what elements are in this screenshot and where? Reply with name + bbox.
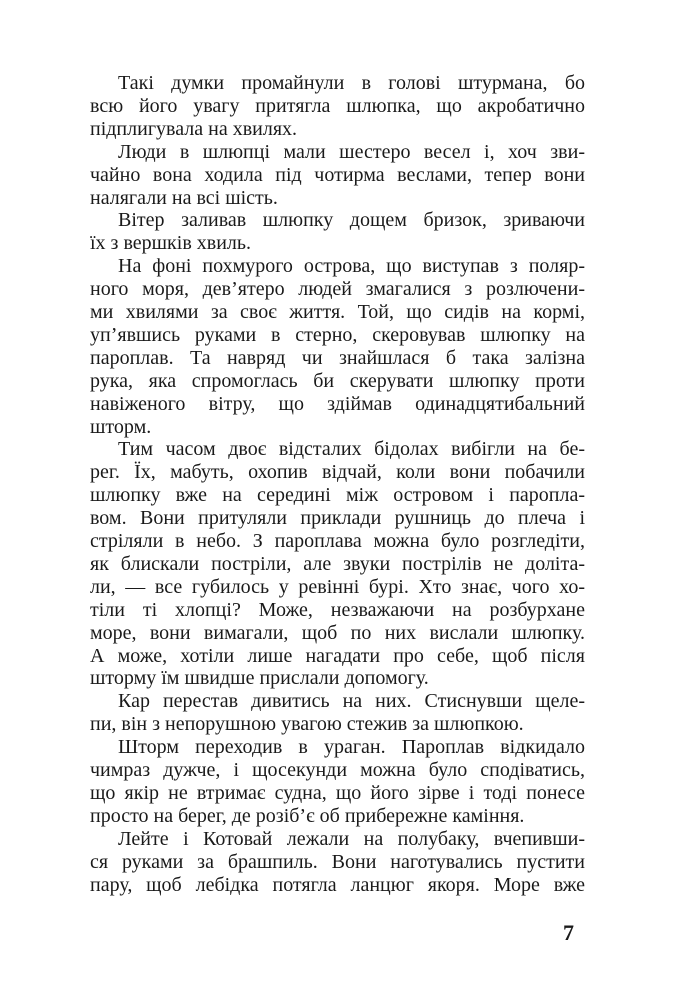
- text-line: шлюпку вже на середині між островом і пароплa-: [90, 484, 585, 507]
- text-line: Кар перестав дивитись на них. Стиснувши щеле-: [118, 690, 585, 713]
- text-line: На фоні похмурого острова, що виступав з поляр-: [118, 255, 585, 278]
- text-line: чимраз дужче, і щосекунди можна було сподіватись,: [90, 759, 585, 781]
- text-line: Такі думки промайнули в голові штурмана, бо: [118, 72, 585, 94]
- text-line: море, вони вимагали, щоб по них вислали шлюпку.: [90, 621, 585, 644]
- text-line: ного моря, дев’ятеро людей змагалися з розлючени-: [90, 278, 585, 301]
- text-line: Лейте і Котовай лежали на полубаку, вчепивши-: [118, 827, 585, 850]
- text-line: пи, він з непорушною увагою стежив за шлюпкою.: [90, 713, 524, 736]
- text-line: пару, щоб лебідка потягла ланцюг якоря. Море вже: [90, 873, 585, 896]
- text-line: чайно вона ходила під чотирма веслами, тепер вони: [90, 163, 585, 186]
- text-line: всю його увагу притягла шлюпка, що акробатично: [90, 94, 585, 117]
- text-line: рег. Їх, мабуть, охопив відчай, коли вони побачили: [90, 461, 585, 484]
- text-line: шторму їм швидше прислали допомогу.: [90, 667, 429, 690]
- text-line: ли, — все губилось у ревінні бурі. Хто знає, чого хо-: [90, 575, 585, 598]
- text-line: рука, яка спромоглась би скерувати шлюпку проти: [90, 369, 585, 392]
- text-line: налягали на всі шість.: [90, 186, 278, 209]
- text-line: як блискали постріли, але звуки пострілів не доліта-: [90, 552, 585, 575]
- text-line: що якір не втримає судна, що його зірве і тоді понесе: [90, 781, 585, 804]
- text-line: Вітер заливав шлюпку дощем бризок, зриваючи: [118, 209, 585, 232]
- text-line: стріляли в небо. З пароплава можна було розгледіти,: [90, 530, 585, 552]
- text-line: просто на берег, де розіб’є об прибережне каміння.: [90, 804, 525, 827]
- page-number: 7: [563, 920, 574, 945]
- text-line: ся руками за брашпиль. Вони наготувались пустити: [90, 850, 585, 873]
- text-line: вом. Вони притуляли приклади рушниць до плеча і: [90, 507, 585, 530]
- text-line: пароплав. Та навряд чи знайшлася б така залізна: [90, 346, 585, 369]
- text-line: Люди в шлюпці мали шестеро весел і, хоч зви-: [118, 140, 585, 163]
- text-line: Тим часом двоє відсталих бідолах вибігли на бе-: [118, 438, 585, 461]
- text-line: підплигувала на хвилях.: [90, 117, 298, 140]
- text-line: Шторм переходив в ураган. Пароплав відкидало: [118, 736, 585, 759]
- text-line: уп’явшись руками в стерно, скеровував шлюпку на: [90, 323, 585, 346]
- text-line: ми хвилями за своє життя. Той, що сидів на кормі,: [90, 301, 585, 323]
- text-line: А може, хотіли лише нагадати про себе, щоб після: [90, 644, 585, 667]
- text-line: навіженого вітру, що здіймав одинадцятибальний: [90, 392, 585, 415]
- text-line: їх з вершків хвиль.: [90, 232, 252, 255]
- text-line: шторм.: [90, 415, 152, 438]
- text-line: тіли ті хлопці? Може, незважаючи на розбурхане: [90, 598, 585, 621]
